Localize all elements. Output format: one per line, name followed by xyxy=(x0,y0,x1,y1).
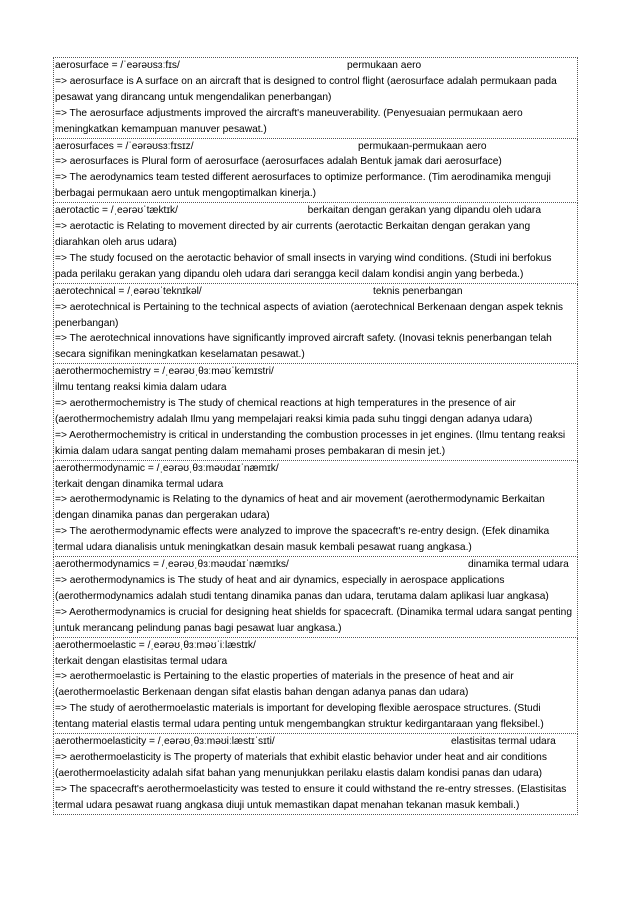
entry-aerothermodynamic xyxy=(53,461,578,557)
entry-definition: => aerosurface is A surface on an aircraft that is designed to control flight (aerosurface adalah permukaan pada pesawat yang dirancang untuk mengendalikan penerbangan) xyxy=(55,75,557,103)
entry-aerothermochemistry xyxy=(53,364,578,460)
entry-definition: => aerotactic is Relating to movement directed by air currents (aerotactic Berkaitan dengan gerakan yang diarahkan oleh arus udara) xyxy=(55,221,531,248)
entry-aerotechnical xyxy=(53,284,578,365)
entry-meaning: berkaitan dengan gerakan yang dipandu oleh udara xyxy=(307,205,541,217)
entry-header xyxy=(55,203,576,219)
entry-meaning: dinamika termal udara xyxy=(468,559,569,571)
entry-term: aerothermoelasticity = /ˌeərəʊˌθɜːməʊiːlæstɪˈsɪti/ xyxy=(55,736,275,748)
entry-example: => The spacecraft's aerothermoelasticity was tested to ensure it could withstand the re-entry stresses. (Elastisitas termal udara pesawat ruang angkasa diuji untuk memastikan dapat menahan tekanan masuk kembali.) xyxy=(55,783,567,811)
entry-header xyxy=(55,461,576,493)
entry-example: => The study of aerothermoelastic materials is important for developing flexible aerospace structures. (Studi tentang material elastis termal udara penting untuk mengembangkan struktur kedirgantaraan yang fleksibel.) xyxy=(55,703,544,731)
entry-header xyxy=(55,557,576,573)
entry-term: aerothermodynamics = /ˌeərəʊˌθɜːməʊdaɪˈnæmɪks/ xyxy=(55,559,289,571)
entry-definition: => aerothermodynamics is The study of heat and air dynamics, especially in aerospace applications (aerothermodynamics adalah studi tentang dinamika panas dan udara, terutama dalam aplikasi luar angkasa) xyxy=(55,575,549,602)
entry-term: aerothermodynamic = /ˌeərəʊˌθɜːməʊdaɪˈnæmɪk/ xyxy=(55,462,279,474)
entry-aerosurface xyxy=(53,57,578,139)
entry-meaning: elastisitas termal udara xyxy=(451,736,556,748)
entry-term: aerosurface = /ˈeərəʊsɜːfɪs/ xyxy=(55,60,180,71)
entry-meaning: permukaan-permukaan aero xyxy=(358,140,487,152)
entry-term: aerosurfaces = /ˈeərəʊsɜːfɪsɪz/ xyxy=(55,140,194,152)
entry-term: aerothermochemistry = /ˌeərəʊˌθɜːməʊˈkemɪstri/ xyxy=(55,366,274,378)
entry-definition: => aerotechnical is Pertaining to the technical aspects of aviation (aerotechnical Berkenaan dengan aspek teknis penerbangan) xyxy=(55,301,563,329)
entry-example: => The aerotechnical innovations have significantly improved aircraft safety. (Inovasi teknis penerbangan telah secara signifikan meningkatkan keselamatan pesawat.) xyxy=(55,333,552,361)
entry-meaning: terkait dengan elastisitas termal udara xyxy=(55,655,228,667)
entry-example: => The aerosurface adjustments improved the aircraft's maneuverability. (Penyesuaian permukaan aero meningkatkan kemampuan manuver pesawat.) xyxy=(55,107,523,135)
entry-definition: => aerothermoelasticity is The property of materials that exhibit elastic behavior under heat and air conditions (aerothermoelasticity adalah sifat bahan yang menunjukkan perilaku elastis dalam kondisi panas dan udara) xyxy=(55,751,547,779)
entry-term: aerotactic = /ˌeərəʊˈtæktɪk/ xyxy=(55,205,178,217)
entry-meaning: teknis penerbangan xyxy=(373,285,463,297)
entry-header xyxy=(55,139,576,155)
entry-header xyxy=(55,284,576,300)
entry-meaning: ilmu tentang reaksi kimia dalam udara xyxy=(55,382,227,394)
entry-aerotactic xyxy=(53,203,578,284)
entry-example: => Aerothermochemistry is critical in understanding the combustion processes in jet engines. (Ilmu tentang reaksi kimia dalam udara sangat penting dalam memahami proses pembakaran di mesin jet.) xyxy=(55,429,566,457)
entry-meaning: terkait dengan dinamika termal udara xyxy=(55,478,224,490)
entry-aerothermoelastic xyxy=(53,638,578,734)
entry-header xyxy=(55,734,576,750)
entry-example: => The aerodynamics team tested different aerosurfaces to optimize performance. (Tim aerodinamika menguji berbagai permukaan aero untuk mengoptimalkan kinerja.) xyxy=(55,172,551,200)
entry-example: => The study focused on the aerotactic behavior of small insects in varying wind conditions. (Studi ini berfokus pada perilaku gerakan yang dipandu oleh udara dari serangga kecil dalam kondisi angin yang berbeda.) xyxy=(55,252,552,280)
entry-header xyxy=(55,638,576,670)
dictionary-page xyxy=(53,57,578,815)
entry-example: => Aerothermodynamics is crucial for designing heat shields for spacecraft. (Dinamika termal udara sangat penting untuk merancang pelindung panas bagi pesawat luar angkasa.) xyxy=(55,606,572,634)
entry-definition: => aerothermochemistry is The study of chemical reactions at high temperatures in the presence of air (aerothermochemistry adalah Ilmu yang mempelajari reaksi kimia pada suhu tinggi dengan adanya udara) xyxy=(55,398,533,425)
entry-term: aerotechnical = /ˌeərəʊˈteknɪkəl/ xyxy=(55,285,202,297)
entry-header xyxy=(55,58,576,74)
entry-term: aerothermoelastic = /ˌeərəʊˌθɜːməʊˈiːlæstɪk/ xyxy=(55,639,256,651)
entry-aerothermoelasticity xyxy=(53,734,578,815)
entry-meaning: permukaan aero xyxy=(347,60,422,71)
entry-aerothermodynamics xyxy=(53,557,578,638)
entry-example: => The aerothermodynamic effects were analyzed to improve the spacecraft's re-entry design. (Efek dinamika termal udara dianalisis untuk meningkatkan desain masuk kembali pesawat ruang angkasa.) xyxy=(55,526,550,554)
entry-definition: => aerosurfaces is Plural form of aerosurface (aerosurfaces adalah Bentuk jamak dari aerosurface) xyxy=(55,156,502,168)
entry-definition: => aerothermodynamic is Relating to the dynamics of heat and air movement (aerothermodynamic Berkaitan dengan dinamika panas dan pergerakan udara) xyxy=(55,494,545,522)
entry-aerosurfaces xyxy=(53,139,578,204)
entry-header xyxy=(55,364,576,396)
entry-definition: => aerothermoelastic is Pertaining to the elastic properties of materials in the presence of heat and air (aerothermoelastic Berkenaan dengan sifat elastis bahan dengan adanya panas dan udara) xyxy=(55,671,514,699)
